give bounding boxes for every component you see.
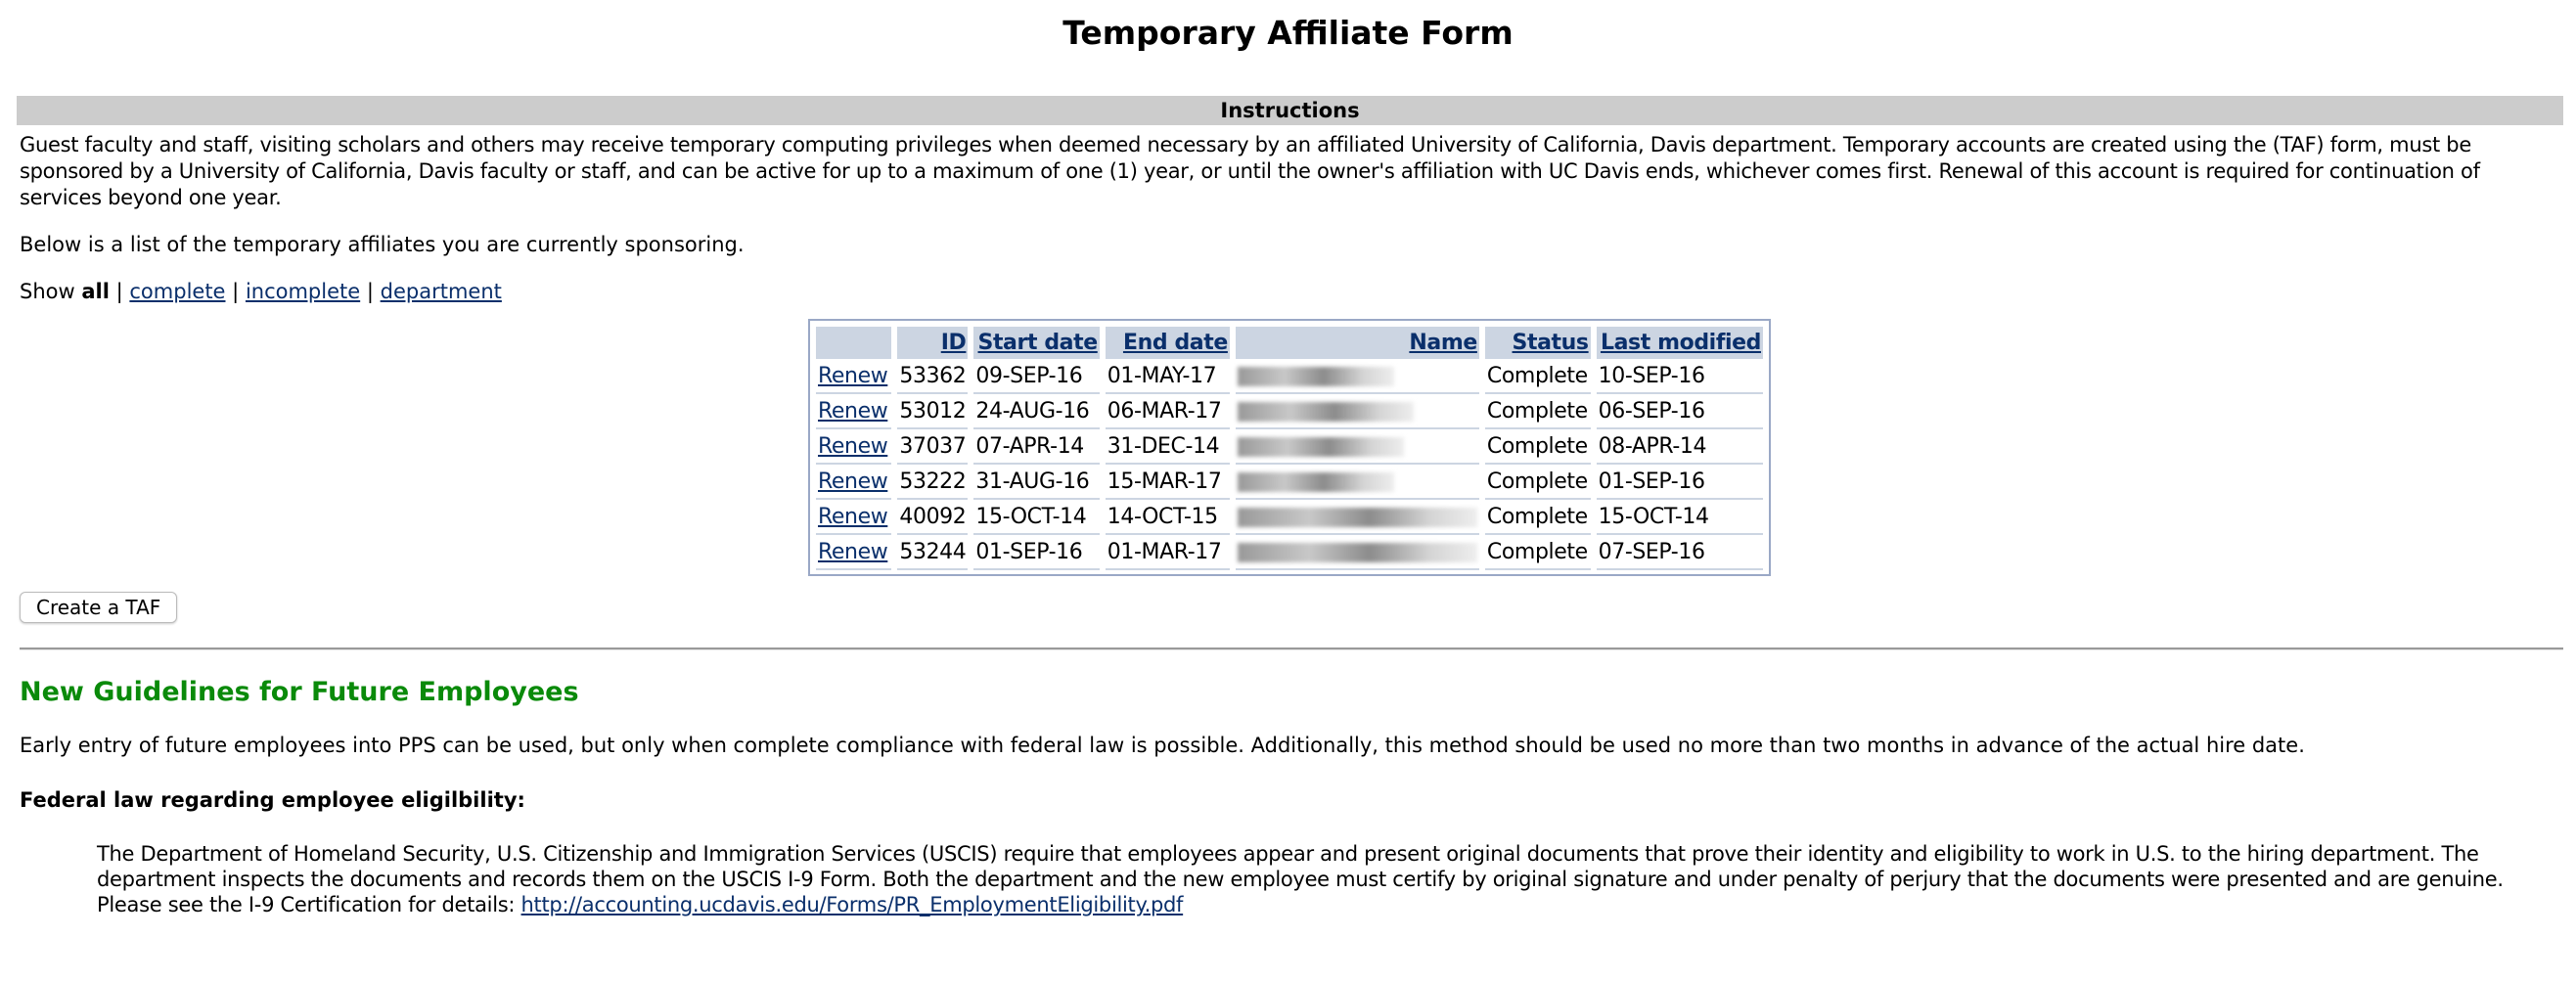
cell-status: Complete <box>1485 535 1591 570</box>
cell-id: 53012 <box>897 394 968 429</box>
redacted-name <box>1238 367 1394 386</box>
show-label: Show <box>20 280 75 303</box>
cell-name <box>1236 535 1479 570</box>
cell-end-date: 15-MAR-17 <box>1106 465 1230 500</box>
federal-law-text <box>97 841 2543 917</box>
filter-incomplete-link[interactable]: incomplete <box>245 280 361 303</box>
renew-link[interactable]: Renew <box>818 539 888 564</box>
cell-id: 53244 <box>897 535 968 570</box>
filter-complete-link[interactable]: complete <box>129 280 226 303</box>
filter-current-all: all <box>81 280 110 303</box>
filter-department-link[interactable]: department <box>380 280 502 303</box>
cell-name <box>1236 359 1479 394</box>
redacted-name <box>1238 472 1394 492</box>
sort-name[interactable]: Name <box>1409 331 1477 355</box>
cell-last-modified: 06-SEP-16 <box>1597 394 1763 429</box>
renew-link[interactable]: Renew <box>818 504 888 529</box>
cell-id: 37037 <box>897 429 968 465</box>
cell-end-date: 01-MAR-17 <box>1106 535 1230 570</box>
redacted-name <box>1238 543 1477 562</box>
cell-start-date: 07-APR-14 <box>973 429 1099 465</box>
separator: | <box>366 280 374 303</box>
instructions-heading: Instructions <box>17 96 2563 125</box>
renew-link[interactable]: Renew <box>818 398 888 424</box>
filter-bar <box>20 280 502 303</box>
cell-last-modified: 10-SEP-16 <box>1597 359 1763 394</box>
sort-start-date[interactable]: Start date <box>977 331 1098 355</box>
cell-last-modified: 15-OCT-14 <box>1597 500 1763 535</box>
sort-id[interactable]: ID <box>940 331 967 355</box>
table-row <box>816 429 1763 465</box>
redacted-name <box>1238 508 1477 527</box>
cell-last-modified: 07-SEP-16 <box>1597 535 1763 570</box>
renew-link[interactable]: Renew <box>818 469 888 494</box>
cell-id: 53362 <box>897 359 968 394</box>
table-row <box>816 465 1763 500</box>
list-intro: Below is a list of the temporary affiliates you are currently sponsoring. <box>20 233 745 256</box>
redacted-name <box>1238 402 1414 422</box>
sort-status[interactable]: Status <box>1512 331 1589 355</box>
cell-last-modified: 08-APR-14 <box>1597 429 1763 465</box>
header-action <box>816 327 891 359</box>
instructions-paragraph: Guest faculty and staff, visiting scholars and others may receive temporary computing privileges when deemed necessary by an affiliated University of California, Davis department. Temporary accounts are created using the (TAF) form, must be sponsored by a University of California, Davis faculty or staff, and can be active for up to a maximum of one (1) year, or until the owner's affiliation with UC Davis ends, whichever comes first. Renewal of this account is required for continuation of services beyond one year. <box>20 133 2480 209</box>
cell-end-date: 14-OCT-15 <box>1106 500 1230 535</box>
renew-link[interactable]: Renew <box>818 363 888 388</box>
cell-name <box>1236 500 1479 535</box>
cell-end-date: 06-MAR-17 <box>1106 394 1230 429</box>
federal-law-paragraph: The Department of Homeland Security, U.S. Citizenship and Immigration Services (USCIS) require that employees appear and present original documents that prove their identity and eligibility to work in U.S. to the hiring department. The department inspects the documents and records them on the USCIS I-9 Form. Both the department and the new employee must certify by original signature and under penalty of perjury that the documents were presented and are genuine. Please see the I-9 Certification for details: <box>97 842 2504 916</box>
cell-end-date: 31-DEC-14 <box>1106 429 1230 465</box>
cell-id: 53222 <box>897 465 968 500</box>
sort-last-modified[interactable]: Last modified <box>1600 331 1761 355</box>
renew-link[interactable]: Renew <box>818 433 888 459</box>
divider <box>20 647 2563 650</box>
table-row <box>816 394 1763 429</box>
cell-start-date: 15-OCT-14 <box>973 500 1099 535</box>
create-taf-button[interactable]: Create a TAF <box>20 592 177 623</box>
affiliates-table <box>808 319 1771 576</box>
table-row <box>816 500 1763 535</box>
cell-end-date: 01-MAY-17 <box>1106 359 1230 394</box>
cell-status: Complete <box>1485 465 1591 500</box>
page-title: Temporary Affiliate Form <box>1062 14 1514 52</box>
federal-law-heading: Federal law regarding employee eligilbility: <box>20 788 525 812</box>
guidelines-heading: New Guidelines for Future Employees <box>20 677 579 707</box>
cell-start-date: 01-SEP-16 <box>973 535 1099 570</box>
cell-name <box>1236 429 1479 465</box>
table-header-row <box>816 327 1763 359</box>
sort-end-date[interactable]: End date <box>1122 331 1228 355</box>
cell-id: 40092 <box>897 500 968 535</box>
cell-start-date: 09-SEP-16 <box>973 359 1099 394</box>
cell-status: Complete <box>1485 429 1591 465</box>
separator: | <box>232 280 240 303</box>
cell-start-date: 31-AUG-16 <box>973 465 1099 500</box>
cell-name <box>1236 465 1479 500</box>
i9-certification-link[interactable]: http://accounting.ucdavis.edu/Forms/PR_EmploymentEligibility.pdf <box>520 893 1184 916</box>
cell-status: Complete <box>1485 500 1591 535</box>
table-row <box>816 535 1763 570</box>
cell-last-modified: 01-SEP-16 <box>1597 465 1763 500</box>
cell-status: Complete <box>1485 394 1591 429</box>
redacted-name <box>1238 437 1404 457</box>
separator: | <box>115 280 123 303</box>
cell-name <box>1236 394 1479 429</box>
cell-start-date: 24-AUG-16 <box>973 394 1099 429</box>
early-entry-text: Early entry of future employees into PPS can be used, but only when complete compliance with federal law is possible. Additionally, this method should be used no more than two months in advance of the actual hire date. <box>20 734 2305 757</box>
table-row <box>816 359 1763 394</box>
cell-status: Complete <box>1485 359 1591 394</box>
